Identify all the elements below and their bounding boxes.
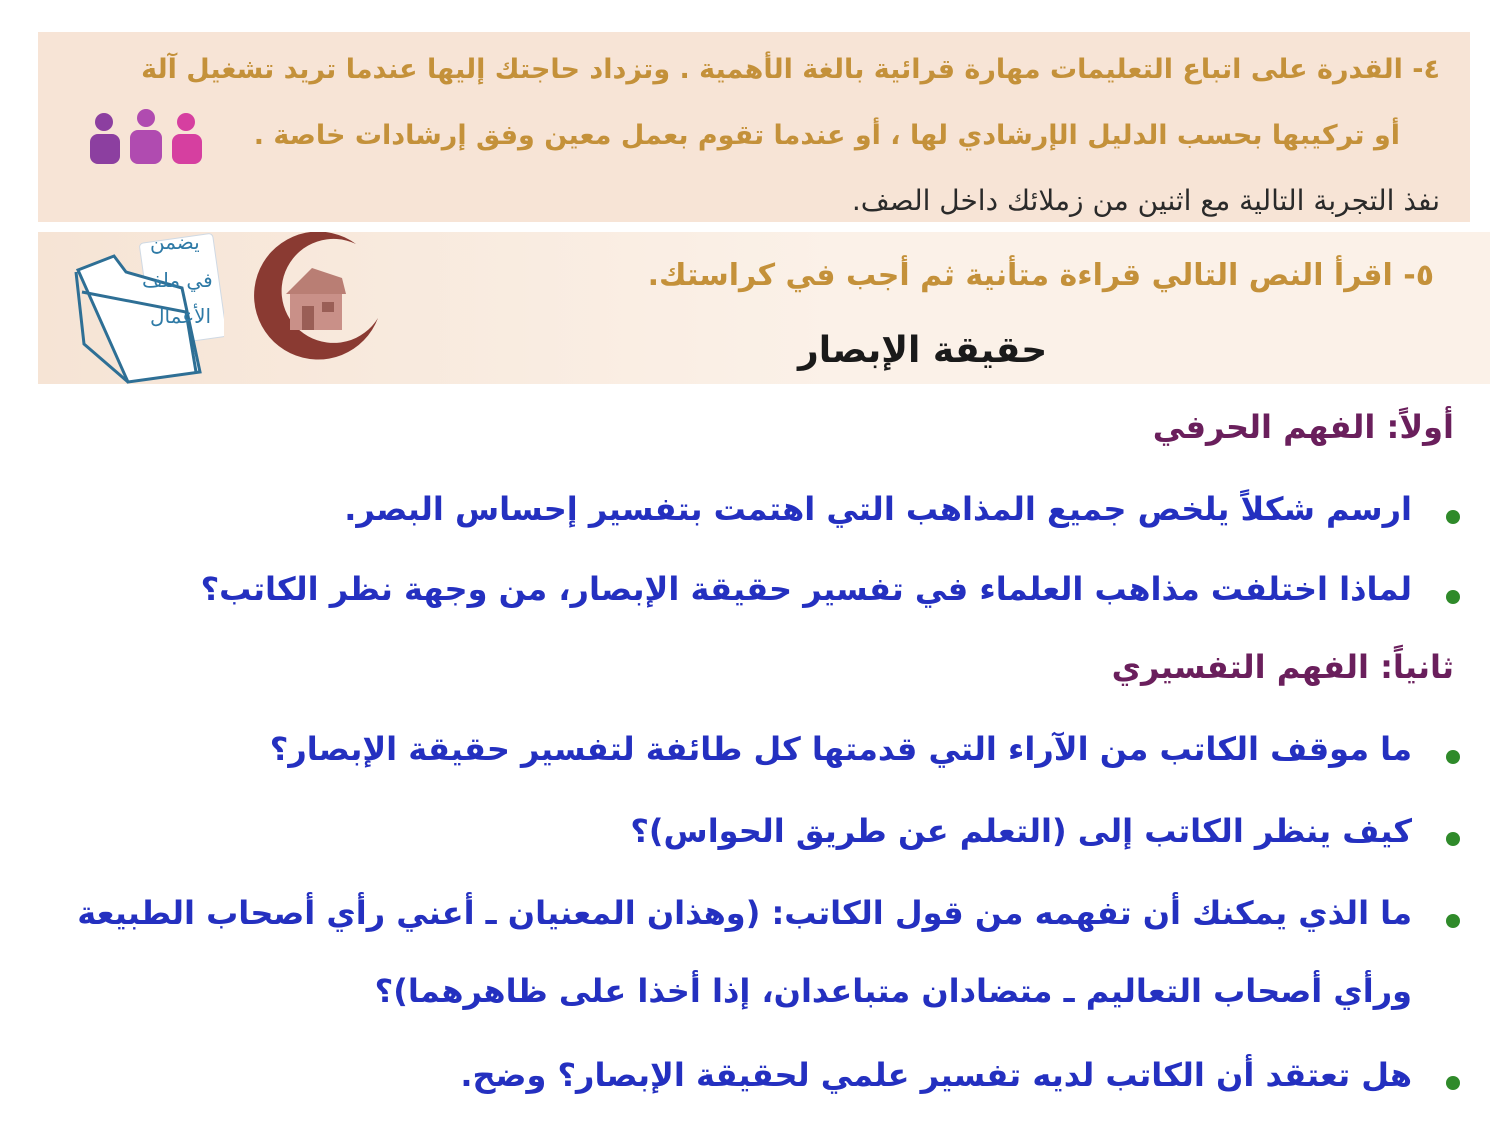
box5-instruction: ٥- اقرأ النص التالي قراءة متأنية ثم أجب في كراستك. xyxy=(647,258,1434,293)
question-item: لماذا اختلفت مذاهب العلماء في تفسير حقيقة الإبصار، من وجهة نظر الكاتب؟ xyxy=(200,570,1412,608)
bullet-icon xyxy=(1446,750,1460,764)
bullet-icon xyxy=(1446,1076,1460,1090)
folder-label-3: الأعمال xyxy=(150,304,212,328)
box4-line-1: ٤- القدرة على اتباع التعليمات مهارة قرائية بالغة الأهمية . وتزداد حاجتك إليها عندما تريد تشغيل آلة xyxy=(141,54,1440,85)
box4-line-2: أو تركيبها بحسب الدليل الإرشادي لها ، أو عندما تقوم بعمل معين وفق إرشادات خاصة . xyxy=(253,120,1400,151)
question-item: ارسم شكلاً يلخص جميع المذاهب التي اهتمت بتفسير إحساس البصر. xyxy=(344,490,1412,528)
section-heading-interpretive: ثانياً: الفهم التفسيري xyxy=(1111,648,1454,686)
instruction-box-4 xyxy=(38,32,1470,222)
text-title: حقيقة الإبصار xyxy=(798,330,1048,371)
folder-label-2: في ملف xyxy=(142,268,213,292)
folder-label-1: يضمن xyxy=(150,230,200,254)
people-group-icon xyxy=(86,108,206,164)
bullet-icon xyxy=(1446,510,1460,524)
section-heading-literal: أولاً: الفهم الحرفي xyxy=(1152,408,1454,446)
question-item: كيف ينظر الكاتب إلى (التعلم عن طريق الحواس)؟ xyxy=(630,812,1412,850)
house-icon xyxy=(246,232,386,372)
question-item: ما الذي يمكنك أن تفهمه من قول الكاتب: (وهذان المعنيان ـ أعني رأي أصحاب الطبيعة xyxy=(77,894,1412,932)
instruction-box-5 xyxy=(38,232,1490,384)
bullet-icon xyxy=(1446,832,1460,846)
bullet-icon xyxy=(1446,914,1460,928)
question-item: ما موقف الكاتب من الآراء التي قدمتها كل طائفة لتفسير حقيقة الإبصار؟ xyxy=(269,730,1412,768)
bullet-icon xyxy=(1446,590,1460,604)
question-item: هل تعتقد أن الكاتب لديه تفسير علمي لحقيقة الإبصار؟ وضح. xyxy=(460,1056,1412,1094)
question-item-continuation: ورأي أصحاب التعاليم ـ متضادان متباعدان، إذا أخذا على ظاهرهما)؟ xyxy=(374,972,1412,1010)
box4-line-3: نفذ التجربة التالية مع اثنين من زملائك داخل الصف. xyxy=(851,184,1440,217)
